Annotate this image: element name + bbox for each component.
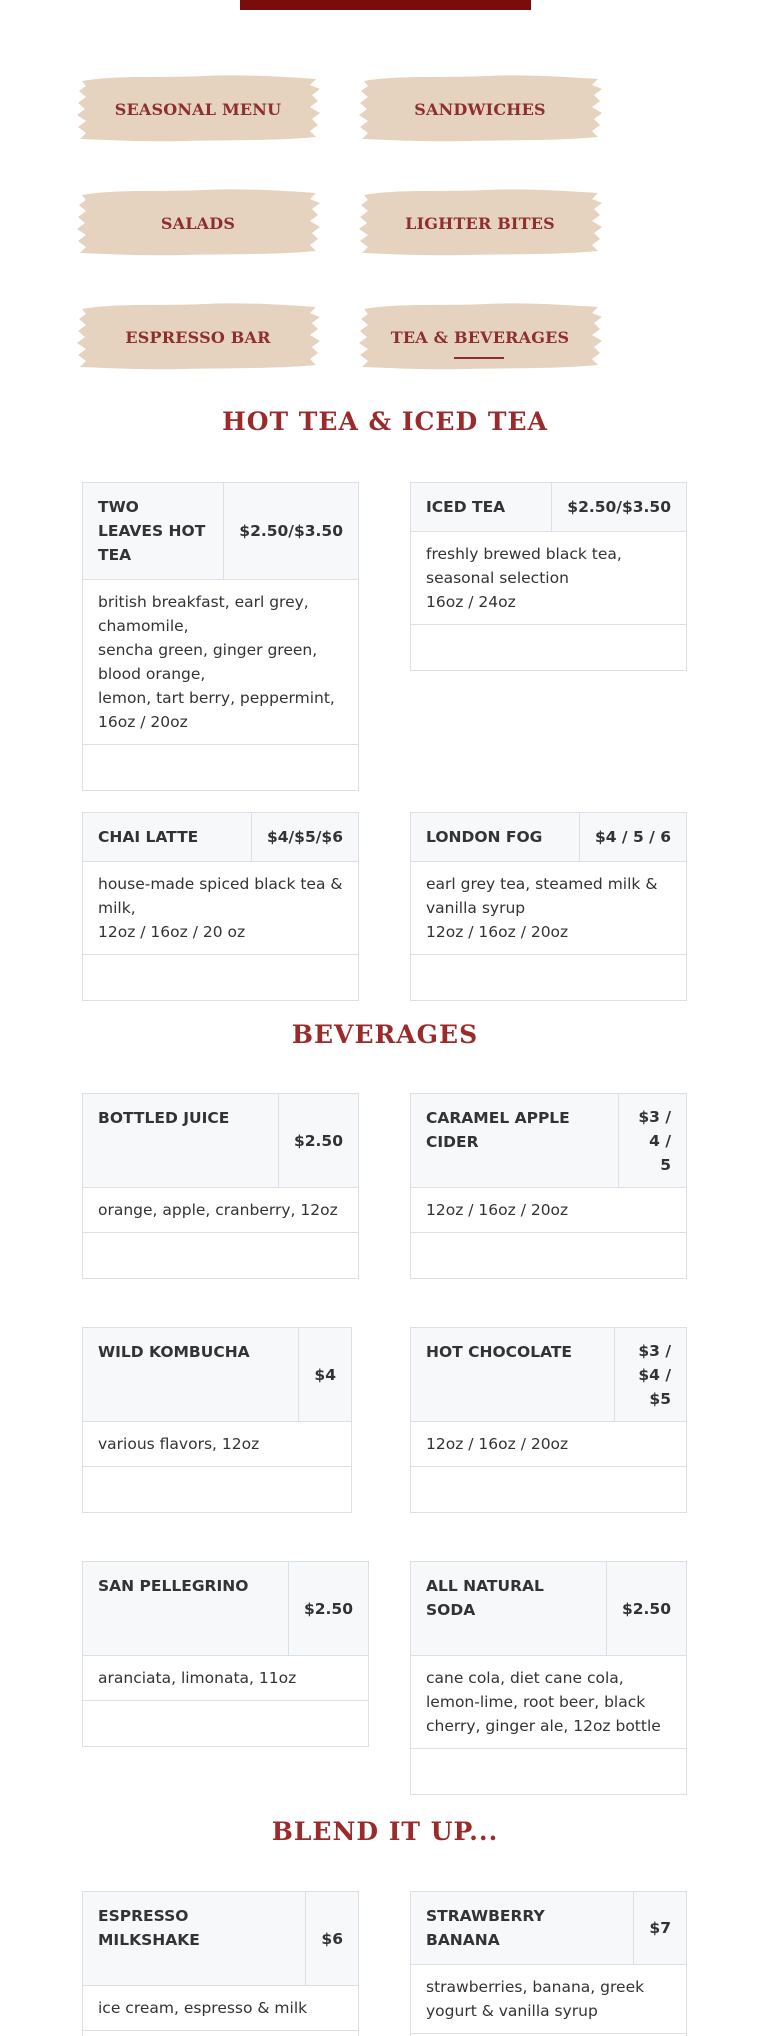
item-description: strawberries, banana, greek yogurt & vanilla syrup — [411, 1965, 686, 2034]
item-description: 12oz / 16oz / 20oz — [411, 1422, 686, 1467]
item-description: house-made spiced black tea & milk, 12oz / 16oz / 20 oz — [83, 862, 358, 955]
item-name: STRAWBERRY BANANA — [426, 1907, 545, 1949]
item-description: freshly brewed black tea, seasonal selection 16oz / 24oz — [411, 532, 686, 625]
item-blank-row — [83, 2031, 358, 2036]
category-label: ESPRESSO BAR — [125, 327, 271, 347]
category-salads-button[interactable] — [74, 183, 322, 263]
item-blank-row — [83, 1467, 351, 1512]
section-title-beverages: BEVERAGES — [291, 1020, 479, 1049]
menu-item-card — [82, 1561, 369, 1747]
menu-item-card — [410, 1561, 687, 1795]
item-description: ice cream, espresso & milk — [83, 1986, 358, 2031]
item-name: CARAMEL APPLE CIDER — [426, 1109, 570, 1151]
category-label: SANDWICHES — [414, 99, 546, 119]
menu-item-card — [82, 1327, 352, 1513]
item-blank-row — [411, 1749, 686, 1794]
category-label: SALADS — [160, 213, 236, 233]
item-price: $6 — [305, 1892, 358, 1985]
category-sandwiches-button[interactable] — [356, 69, 604, 149]
item-description: various flavors, 12oz — [83, 1422, 351, 1467]
item-name: ESPRESSO MILKSHAKE — [98, 1907, 200, 1949]
category-espresso-bar-button[interactable] — [74, 297, 322, 377]
menu-item-card — [82, 482, 359, 791]
item-price: $2.50 — [606, 1562, 686, 1655]
item-price: $4 / 5 / 6 — [579, 813, 686, 861]
item-name: WILD KOMBUCHA — [98, 1343, 250, 1361]
item-price: $2.50/$3.50 — [223, 483, 358, 579]
item-blank-row — [83, 1701, 368, 1746]
item-price: $3 / 4 / 5 — [618, 1094, 686, 1187]
menu-item-card — [410, 1327, 687, 1513]
menu-item-card — [82, 812, 359, 1001]
section-title-blend: BLEND IT UP... — [271, 1817, 499, 1846]
top-accent-bar — [240, 0, 531, 10]
item-price: $3 / $4 / $5 — [614, 1328, 686, 1421]
item-blank-row — [411, 955, 686, 1000]
item-name: ICED TEA — [426, 498, 506, 516]
category-label: TEA & BEVERAGES — [390, 327, 570, 347]
item-blank-row — [411, 625, 686, 670]
category-tea-beverages-button[interactable] — [356, 297, 604, 377]
category-label: SEASONAL MENU — [114, 99, 282, 119]
item-price: $4/$5/$6 — [251, 813, 358, 861]
section-title-tea: HOT TEA & ICED TEA — [222, 407, 548, 436]
active-category-underline — [454, 357, 504, 359]
item-name: LONDON FOG — [426, 828, 543, 846]
item-blank-row — [83, 955, 358, 1000]
item-description: aranciata, limonata, 11oz — [83, 1656, 368, 1701]
item-description: orange, apple, cranberry, 12oz — [83, 1188, 358, 1233]
item-blank-row — [83, 1233, 358, 1278]
category-label: LIGHTER BITES — [405, 213, 555, 233]
item-name: TWO LEAVES HOT TEA — [98, 498, 206, 564]
item-name: ALL NATURAL SODA — [426, 1577, 544, 1619]
item-name: SAN PELLEGRINO — [98, 1577, 249, 1595]
item-description: cane cola, diet cane cola, lemon-lime, root beer, black cherry, ginger ale, 12oz bottle — [411, 1656, 686, 1749]
menu-item-card — [82, 1093, 359, 1279]
menu-item-card — [82, 1891, 359, 2036]
item-blank-row — [411, 1467, 686, 1512]
category-seasonal-menu-button[interactable] — [74, 69, 322, 149]
item-description: british breakfast, earl grey, chamomile, sencha green, ginger green, blood orange, lemon, tart berry, peppermint, 16oz / 20oz — [83, 580, 358, 745]
item-name: BOTTLED JUICE — [98, 1109, 230, 1127]
category-lighter-bites-button[interactable] — [356, 183, 604, 263]
item-blank-row — [83, 745, 358, 790]
item-price: $2.50 — [278, 1094, 358, 1187]
item-blank-row — [411, 1233, 686, 1278]
menu-item-card — [410, 482, 687, 671]
item-price: $4 — [298, 1328, 351, 1421]
menu-item-card — [410, 1093, 687, 1279]
menu-item-card — [410, 812, 687, 1001]
menu-item-card — [410, 1891, 687, 2036]
item-price: $7 — [633, 1892, 686, 1964]
item-name: HOT CHOCOLATE — [426, 1343, 573, 1361]
item-name: CHAI LATTE — [98, 828, 199, 846]
item-description: earl grey tea, steamed milk & vanilla syrup 12oz / 16oz / 20oz — [411, 862, 686, 955]
item-price: $2.50 — [288, 1562, 368, 1655]
item-description: 12oz / 16oz / 20oz — [411, 1188, 686, 1233]
item-price: $2.50/$3.50 — [551, 483, 686, 531]
